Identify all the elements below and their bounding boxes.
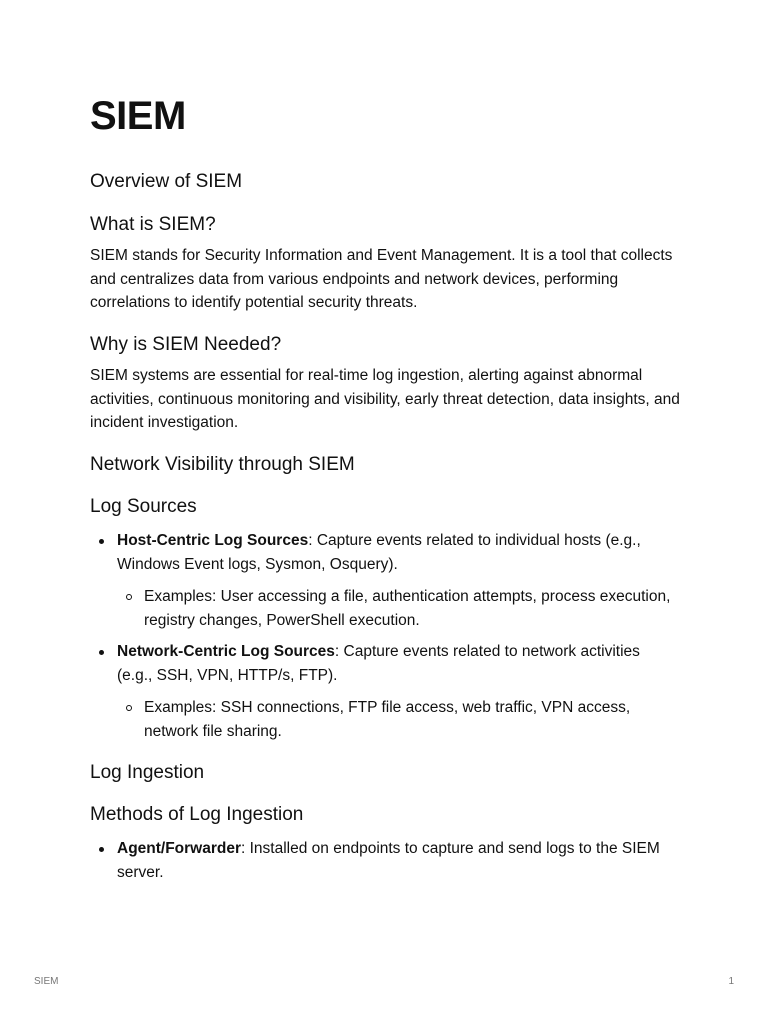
document-title: SIEM [90, 94, 186, 138]
bullet-dot [99, 650, 104, 655]
footer-page-number: 1 [728, 976, 734, 987]
list-item-network-examples [144, 696, 677, 743]
bullet-dot [99, 539, 104, 544]
list-item-network-centric [117, 640, 677, 687]
text-host-examples: Examples: User accessing a file, authentication attempts, process execution, registry changes, PowerShell execution. [144, 588, 671, 629]
heading-what-is-siem: What is SIEM? [90, 214, 216, 235]
heading-network-visibility: Network Visibility through SIEM [90, 454, 355, 475]
bullet-circle [126, 705, 132, 711]
desc-agent-forwarder: : Installed on endpoints to capture and send logs to the SIEM server. [117, 840, 660, 881]
bullet-dot [99, 847, 104, 852]
paragraph-what-is-siem: SIEM stands for Security Information and Event Management. It is a tool that collects and centralizes data from various endpoints and network devices, performing correlations to identify potential security threats. [90, 247, 673, 311]
desc-host-centric: : Capture events related to individual hosts (e.g., Windows Event logs, Sysmon, Osquery). [117, 532, 641, 573]
term-host-centric: Host-Centric Log Sources [117, 532, 309, 549]
heading-why-siem-needed: Why is SIEM Needed? [90, 334, 282, 355]
term-network-centric: Network-Centric Log Sources [117, 643, 335, 660]
list-item-host-examples [144, 585, 677, 632]
heading-overview: Overview of SIEM [90, 171, 243, 192]
heading-log-sources: Log Sources [90, 496, 197, 517]
term-agent-forwarder: Agent/Forwarder [117, 840, 242, 857]
footer-doc-label: SIEM [34, 976, 59, 987]
heading-log-ingestion: Log Ingestion [90, 762, 205, 783]
list-item-host-centric [117, 529, 677, 576]
text-network-examples: Examples: SSH connections, FTP file access, web traffic, VPN access, network file sharing. [144, 699, 631, 740]
desc-network-centric: : Capture events related to network activities (e.g., SSH, VPN, HTTP/s, FTP). [117, 643, 640, 684]
bullet-circle [126, 594, 132, 600]
heading-methods-log-ingestion: Methods of Log Ingestion [90, 804, 304, 825]
paragraph-why-siem-needed: SIEM systems are essential for real-time log ingestion, alerting against abnormal activities, continuous monitoring and visibility, early threat detection, data insights, and incident investigation. [90, 367, 680, 431]
list-item-agent-forwarder [117, 837, 677, 884]
